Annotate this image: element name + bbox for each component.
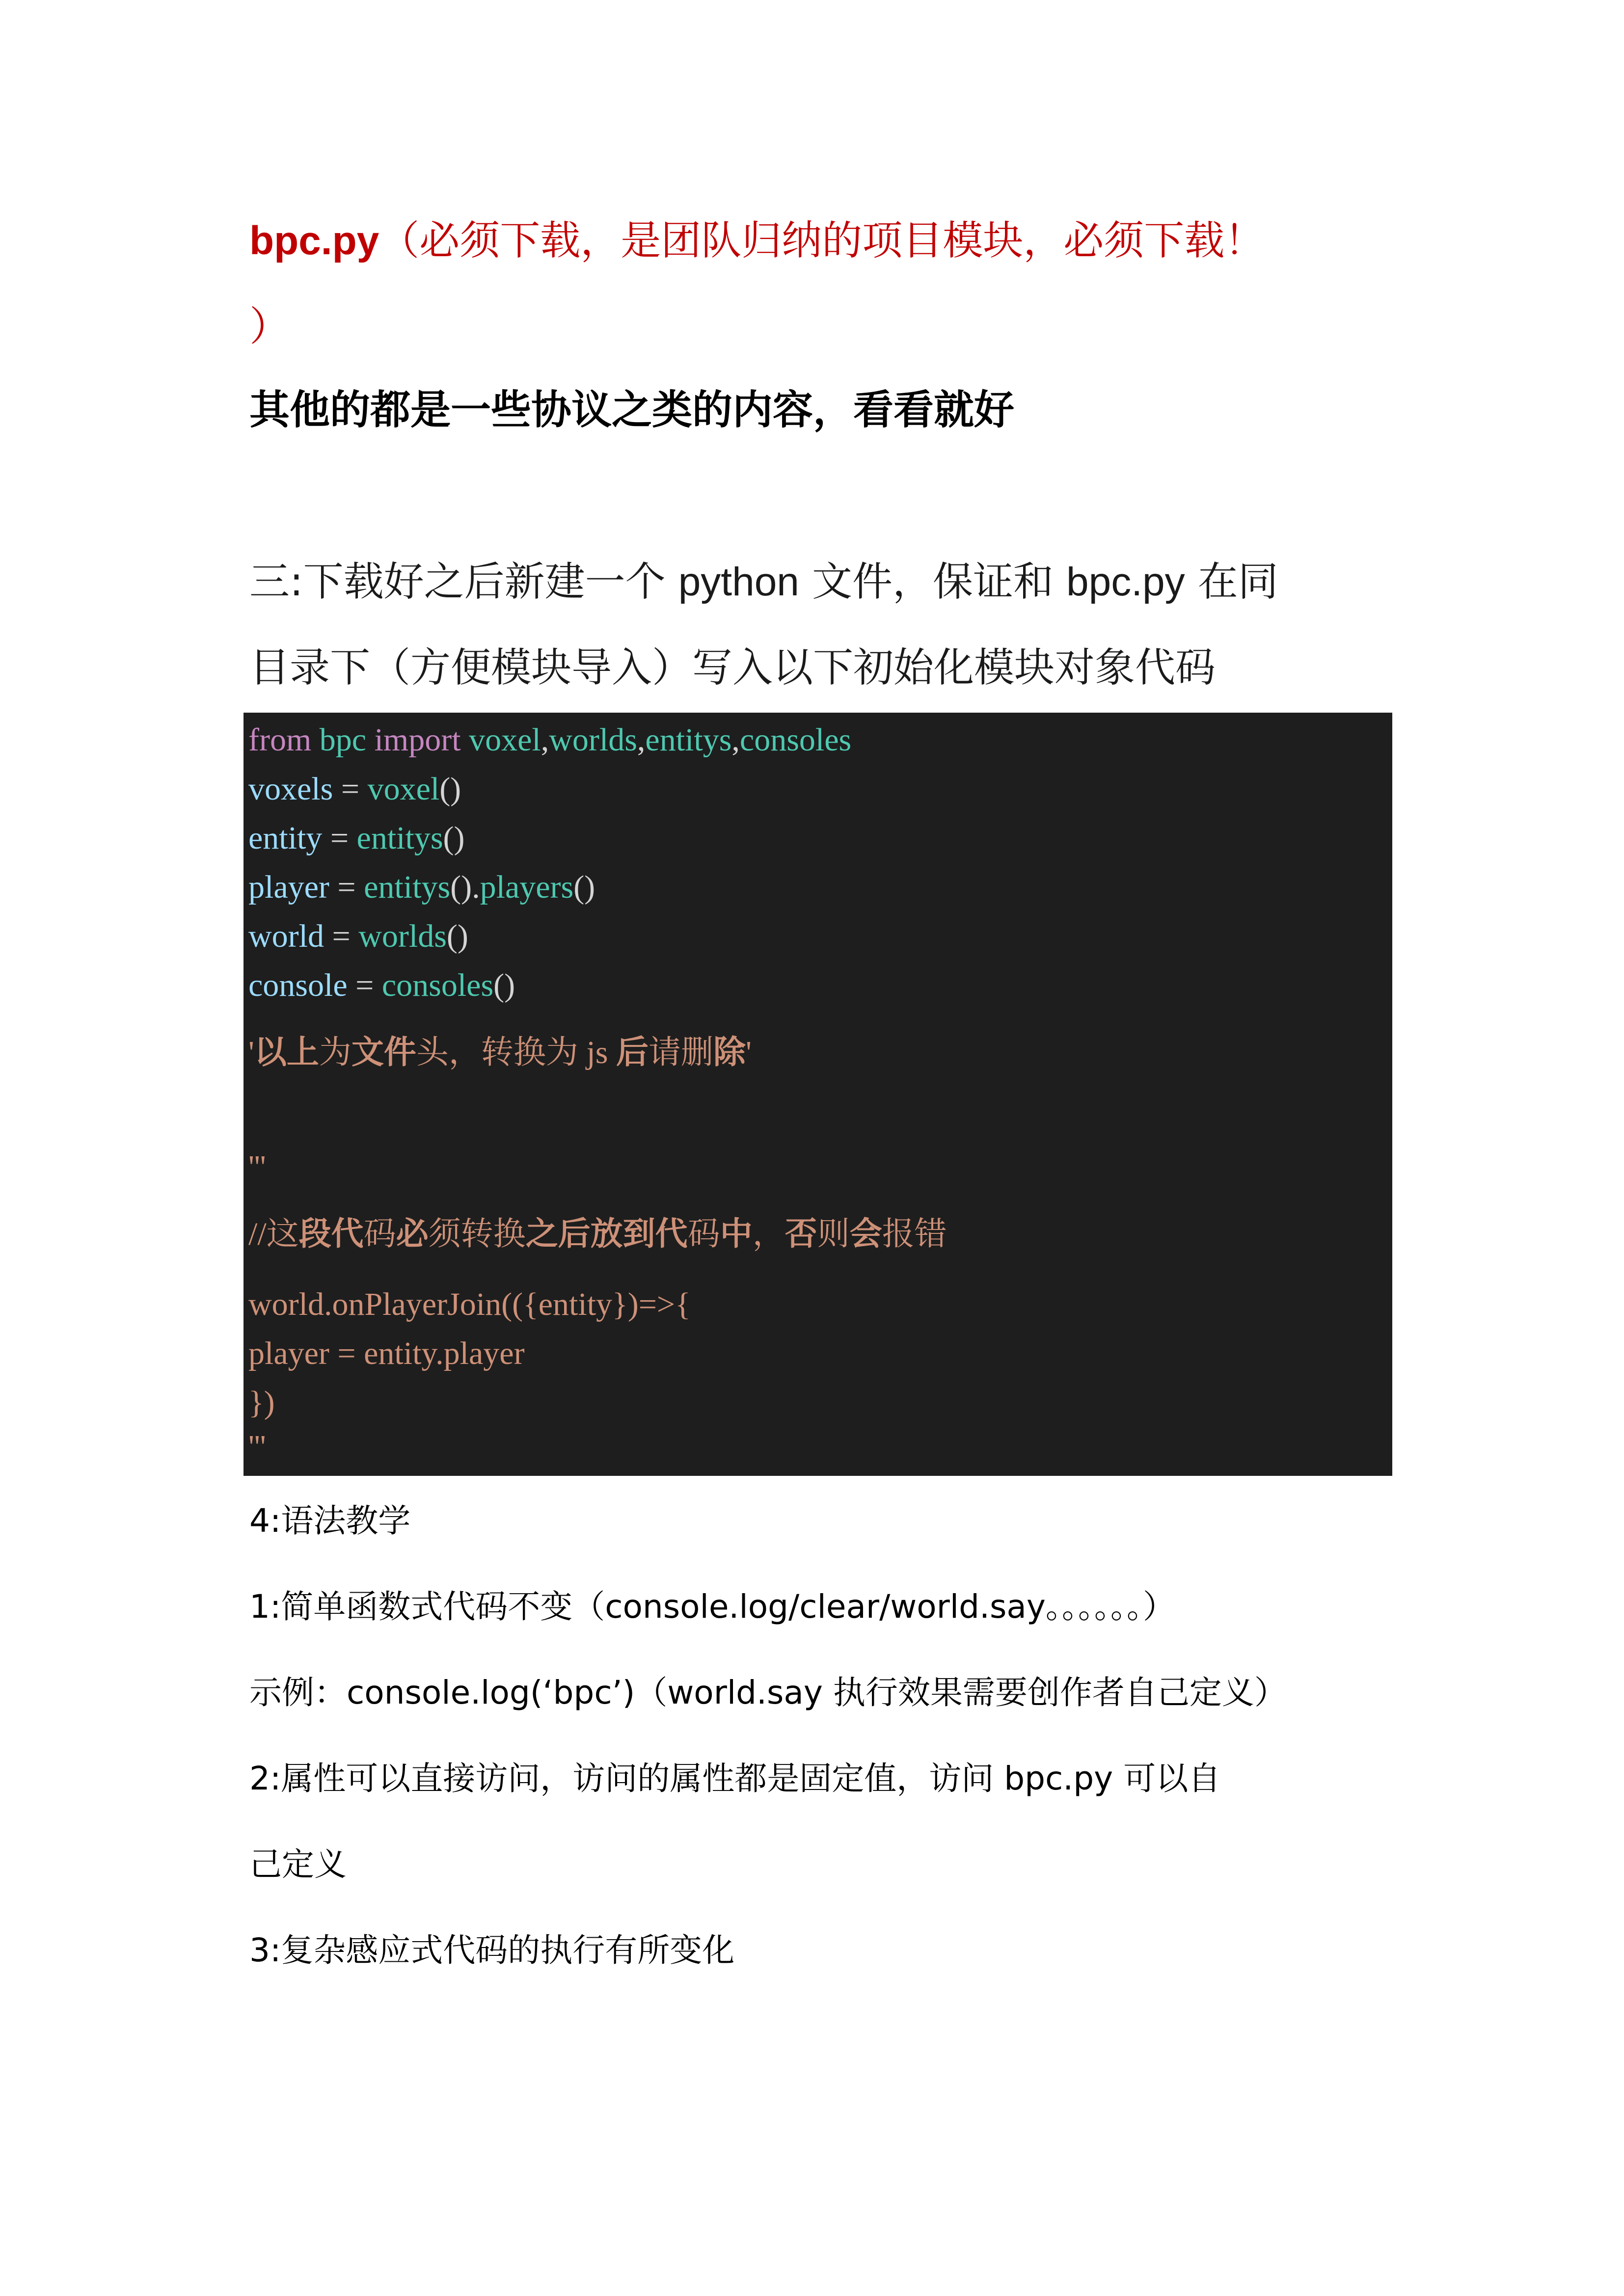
code-line-header-comment <box>248 1026 752 1072</box>
code-parens: () <box>446 918 468 954</box>
code-line-triple-quote-close: ''' <box>248 1429 266 1465</box>
string-text: 除 <box>713 1035 746 1070</box>
comment-text: 码 <box>687 1216 720 1252</box>
required-download-note <box>249 209 1265 266</box>
step3-line1 <box>249 550 1278 607</box>
string-text: 请删 <box>648 1035 713 1070</box>
code-variable: voxels <box>248 771 333 807</box>
code-operator: = <box>329 869 364 905</box>
code-parens: () <box>573 869 595 905</box>
code-function: worlds <box>358 918 447 954</box>
code-function: voxel <box>367 771 440 807</box>
code-parens: () <box>493 967 515 1003</box>
bpc-filename: bpc.py <box>249 218 379 263</box>
keyword-import: import <box>374 722 461 758</box>
code-operator: = <box>347 967 382 1003</box>
comment-text: 之后放到代 <box>525 1216 688 1252</box>
section4-item2-line2: 己定义 <box>249 1845 347 1883</box>
code-comma: , <box>541 722 549 758</box>
comment-text: 段代 <box>298 1216 364 1252</box>
import-item: entitys <box>645 722 732 758</box>
code-line-triple-quote-open: ''' <box>248 1149 266 1185</box>
code-function: entitys <box>364 869 451 905</box>
bpc-filename: bpc.py <box>1066 560 1185 604</box>
step3-text: 三:下载好之后新建一个 <box>249 559 678 605</box>
string-quote: ' <box>745 1035 752 1070</box>
code-parens: (). <box>450 869 480 905</box>
comment-text: 中 <box>720 1216 753 1252</box>
code-variable: player <box>248 869 329 905</box>
code-line-import <box>248 721 851 759</box>
string-text: 文件 <box>351 1035 416 1070</box>
comment-text: 会 <box>849 1216 882 1252</box>
comment-text: 则 <box>817 1216 850 1252</box>
code-parens: () <box>443 820 465 856</box>
module-name: bpc <box>311 722 375 758</box>
protocol-note: 其他的都是一些协议之类的内容，看看就好 <box>249 387 1015 433</box>
keyword-from: from <box>248 722 312 758</box>
section4-item2-line1: 2:属性可以直接访问，访问的属性都是固定值，访问 bpc.py 可以自 <box>249 1760 1221 1797</box>
string-text: 为 <box>319 1035 352 1070</box>
string-text: 头，转换为 js <box>416 1035 616 1070</box>
python-word: python <box>678 560 799 604</box>
code-comma: , <box>731 722 740 758</box>
import-item: voxel <box>469 722 541 758</box>
code-line-js-comment <box>248 1207 947 1254</box>
code-operator: = <box>324 918 359 954</box>
step3-line2: 目录下（方便模块导入）写入以下初始化模块对象代码 <box>249 644 1216 691</box>
section4-example: 示例：console.log(‘bpc’)（world.say 执行效果需要创作者自己定义） <box>249 1674 1287 1711</box>
code-line-entity <box>248 820 465 857</box>
step3-text: 在同 <box>1185 559 1278 605</box>
code-variable: console <box>248 967 348 1003</box>
import-item: consoles <box>739 722 852 758</box>
code-line-console <box>248 967 515 1004</box>
section4-item1: 1:简单函数式代码不变（console.log/clear/world.say。。。。。。） <box>249 1588 1175 1626</box>
comment-text: 码 <box>363 1216 396 1252</box>
string-text: 后 <box>616 1035 649 1070</box>
code-function: entitys <box>356 820 443 856</box>
code-function: consoles <box>381 967 494 1003</box>
comment-text: 否 <box>785 1216 817 1252</box>
section4-item3: 3:复杂感应式代码的执行有所变化 <box>249 1931 735 1969</box>
code-parens: () <box>439 771 461 807</box>
closing-paren: ） <box>249 303 290 350</box>
code-line-player <box>248 869 595 906</box>
string-text: 以上 <box>254 1035 319 1070</box>
code-variable: entity <box>248 820 323 856</box>
code-comma: , <box>637 722 646 758</box>
code-function: players <box>480 869 574 905</box>
comment-text: 必 <box>396 1216 429 1252</box>
import-item: worlds <box>549 722 637 758</box>
code-block <box>244 713 1392 1476</box>
code-variable: world <box>248 918 324 954</box>
comment-text: 须转换 <box>428 1216 526 1252</box>
comment-text: ， <box>752 1216 785 1252</box>
code-line-close-brace: }) <box>248 1385 275 1420</box>
code-space <box>461 722 469 758</box>
required-download-text: （必须下载，是团队归纳的项目模块，必须下载！ <box>379 217 1265 264</box>
code-operator: = <box>322 820 357 856</box>
code-operator: = <box>333 771 368 807</box>
required-download-note-end <box>249 294 290 352</box>
code-line-voxels <box>248 771 461 808</box>
step3-text: 文件，保证和 <box>799 559 1067 605</box>
code-line-onplayerjoin: world.onPlayerJoin(({entity})=>{ <box>248 1286 691 1322</box>
code-line-world <box>248 918 468 955</box>
comment-text: //这 <box>248 1216 299 1252</box>
string-quote: ' <box>248 1035 254 1070</box>
code-line-player-assign: player = entity.player <box>248 1335 525 1371</box>
section4-title: 4:语法教学 <box>249 1502 411 1540</box>
comment-text: 报错 <box>882 1216 947 1252</box>
